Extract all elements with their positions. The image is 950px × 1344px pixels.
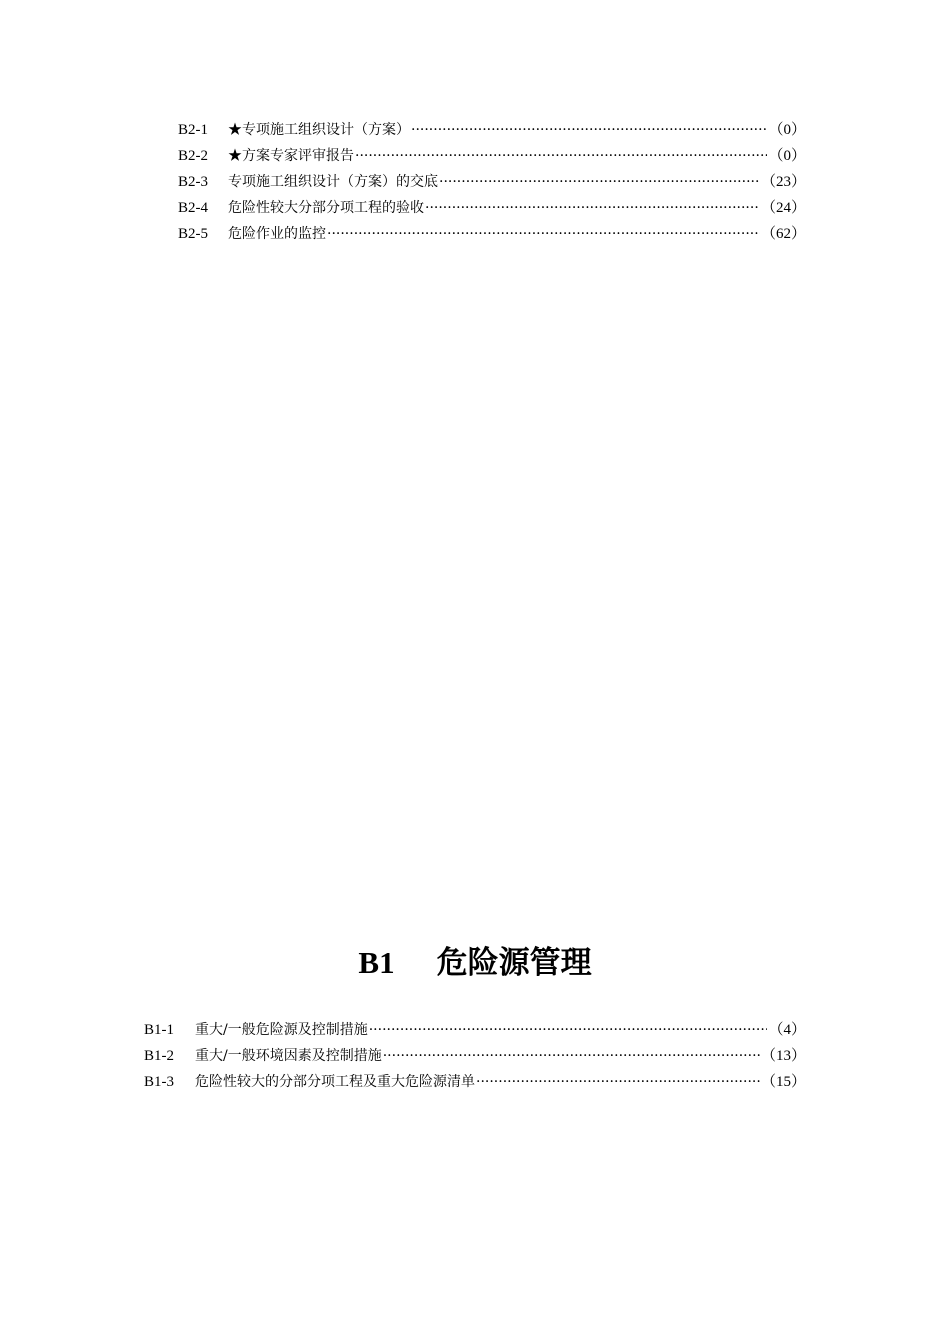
toc-leader-dots	[327, 224, 760, 244]
toc-entry[interactable]	[178, 198, 806, 224]
toc-entry-code: B2-1	[178, 122, 208, 138]
toc-leader-dots	[425, 198, 760, 218]
toc-entry-page: （13）	[760, 1048, 806, 1064]
toc-entry-page: （24）	[760, 200, 806, 216]
toc-leader-dots	[411, 120, 767, 140]
toc-entry-page: （0）	[768, 148, 806, 164]
section-heading	[0, 941, 950, 985]
toc-leader-dots	[439, 172, 760, 192]
toc-leader-dots	[369, 1020, 768, 1040]
toc-entry[interactable]	[178, 120, 806, 146]
toc-entry-title: 危险作业的监控	[228, 226, 326, 242]
toc-entry-title: 危险性较大的分部分项工程及重大危险源清单	[195, 1074, 475, 1090]
toc-entry-title: 危险性较大分部分项工程的验收	[228, 200, 424, 216]
toc-entry-title: 专项施工组织设计（方案）的交底	[228, 174, 438, 190]
toc-entry-page: （62）	[760, 226, 806, 242]
toc-list-b1	[144, 1020, 806, 1098]
toc-entry-code: B1-2	[144, 1048, 174, 1064]
toc-entry-code: B1-3	[144, 1074, 174, 1090]
section-title: 危险源管理	[436, 944, 592, 981]
toc-entry-code: B2-3	[178, 174, 208, 190]
toc-entry-title: 重大/一般危险源及控制措施	[195, 1022, 368, 1038]
section-code: B1	[358, 944, 395, 980]
toc-entry-page: （23）	[760, 174, 806, 190]
toc-entry[interactable]	[178, 224, 806, 250]
toc-entry-page: （15）	[760, 1074, 806, 1090]
toc-entry-code: B1-1	[144, 1022, 174, 1038]
toc-entry-title: ★专项施工组织设计（方案）	[228, 122, 410, 138]
toc-entry[interactable]	[144, 1072, 806, 1098]
toc-leader-dots	[476, 1072, 760, 1092]
toc-leader-dots	[383, 1046, 760, 1066]
toc-entry-page: （0）	[768, 122, 806, 138]
toc-entry[interactable]	[178, 172, 806, 198]
toc-list-b2	[178, 120, 806, 250]
toc-entry-title: 重大/一般环境因素及控制措施	[195, 1048, 382, 1064]
toc-entry-code: B2-2	[178, 148, 208, 164]
toc-entry-code: B2-5	[178, 226, 208, 242]
toc-entry-title: ★方案专家评审报告	[228, 148, 354, 164]
toc-entry[interactable]	[178, 146, 806, 172]
toc-entry[interactable]	[144, 1020, 806, 1046]
toc-entry[interactable]	[144, 1046, 806, 1072]
toc-leader-dots	[355, 146, 767, 166]
toc-entry-code: B2-4	[178, 200, 208, 216]
toc-entry-page: （4）	[768, 1022, 806, 1038]
